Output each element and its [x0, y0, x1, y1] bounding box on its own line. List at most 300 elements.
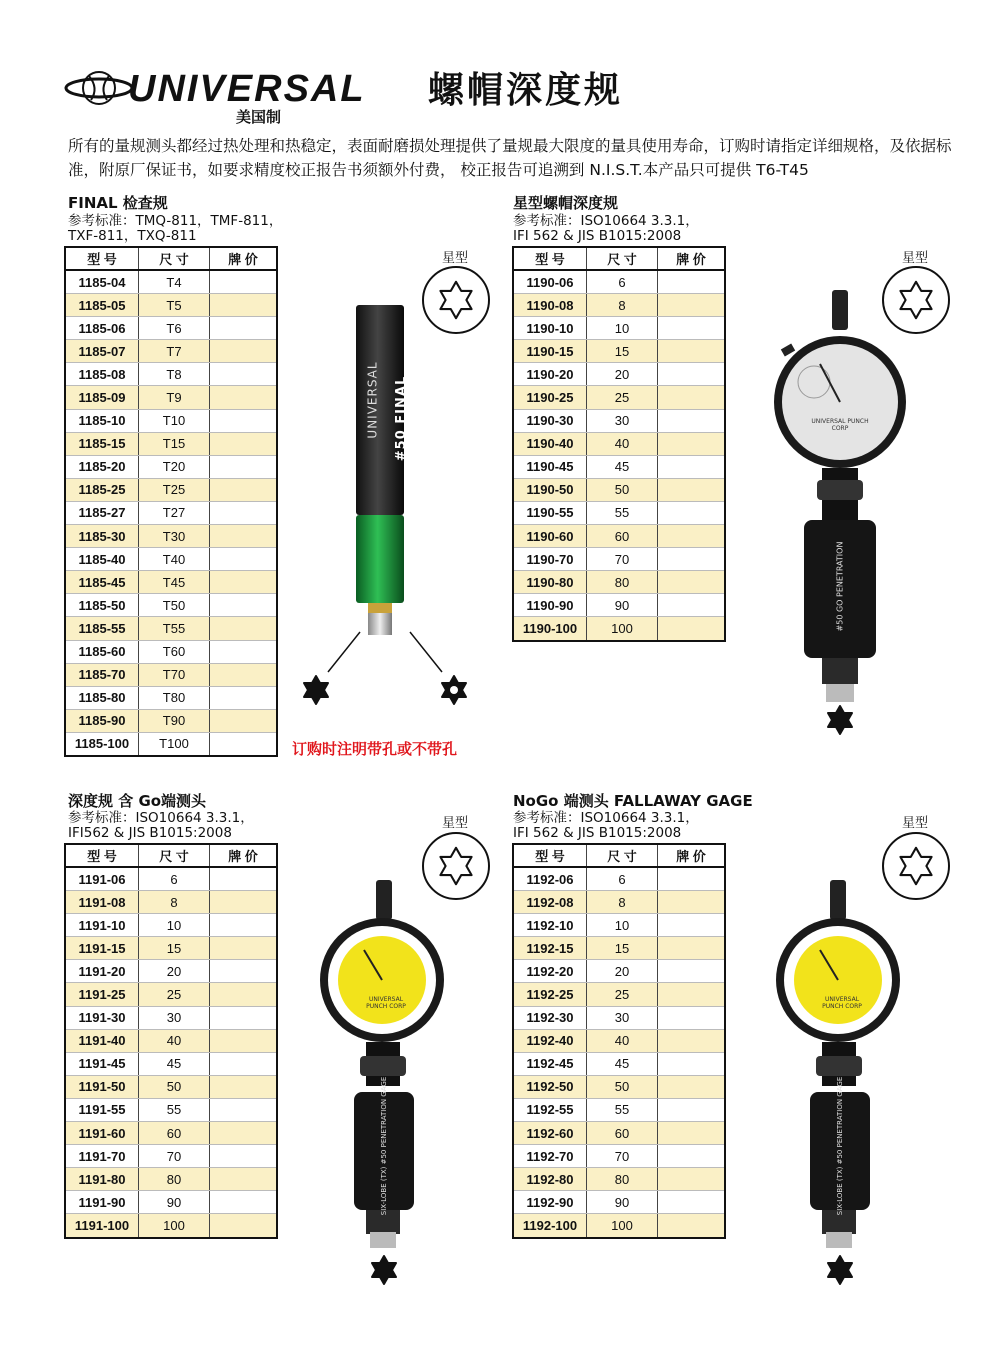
globe-logo-icon: [64, 66, 134, 110]
table-row: [65, 501, 277, 524]
size-cell: T7: [139, 340, 210, 363]
size-cell: 80: [587, 1168, 658, 1191]
table-row: [65, 983, 277, 1006]
model-cell: 1185-15: [65, 432, 139, 455]
model-cell: 1190-15: [513, 340, 587, 363]
model-cell: 1185-27: [65, 501, 139, 524]
price-cell: [210, 571, 278, 594]
price-cell: [658, 891, 726, 914]
price-cell: [658, 340, 726, 363]
model-cell: 1190-25: [513, 386, 587, 409]
price-cell: [658, 294, 726, 317]
table-row: [65, 294, 277, 317]
shape-label: 星型: [902, 816, 929, 831]
size-cell: 100: [587, 617, 658, 641]
model-cell: 1190-20: [513, 363, 587, 386]
table-row: [513, 455, 725, 478]
final-gauge-text-2: #50 FINAL: [394, 375, 410, 462]
table-row: [513, 1191, 725, 1214]
spec-table: [64, 843, 278, 1239]
price-cell: [658, 571, 726, 594]
price-cell: [210, 317, 278, 340]
size-cell: T10: [139, 409, 210, 432]
model-cell: 1191-30: [65, 1006, 139, 1029]
model-cell: 1192-60: [513, 1122, 587, 1145]
size-cell: 55: [139, 1098, 210, 1121]
size-cell: 15: [587, 340, 658, 363]
header-price: 牌 价: [210, 247, 278, 270]
price-cell: [658, 1191, 726, 1214]
price-cell: [210, 548, 278, 571]
size-cell: 40: [587, 432, 658, 455]
price-cell: [210, 525, 278, 548]
model-cell: 1190-50: [513, 478, 587, 501]
model-cell: 1192-80: [513, 1168, 587, 1191]
size-cell: 45: [139, 1052, 210, 1075]
model-cell: 1190-08: [513, 294, 587, 317]
table-row: [65, 1145, 277, 1168]
model-cell: 1185-50: [65, 594, 139, 617]
shape-label: 星型: [442, 816, 469, 831]
header-model: 型 号: [65, 247, 139, 270]
price-cell: [658, 1145, 726, 1168]
table-row: [513, 1214, 725, 1238]
model-cell: 1192-40: [513, 1029, 587, 1052]
header-size: 尺 寸: [587, 844, 658, 867]
model-cell: 1191-45: [65, 1052, 139, 1075]
size-cell: 30: [139, 1006, 210, 1029]
model-cell: 1191-55: [65, 1098, 139, 1121]
table-row: [513, 1006, 725, 1029]
size-cell: 20: [587, 363, 658, 386]
table-row: [65, 317, 277, 340]
model-cell: 1185-25: [65, 478, 139, 501]
table-row: [513, 386, 725, 409]
model-cell: 1191-80: [65, 1168, 139, 1191]
header-price: 牌 价: [658, 844, 726, 867]
size-cell: 15: [139, 937, 210, 960]
table-row: [513, 409, 725, 432]
model-cell: 1192-08: [513, 891, 587, 914]
price-cell: [658, 1029, 726, 1052]
table-row: [65, 891, 277, 914]
table-row: [65, 1098, 277, 1121]
size-cell: T25: [139, 478, 210, 501]
size-cell: 20: [587, 960, 658, 983]
price-cell: [658, 270, 726, 294]
spec-table: [64, 246, 278, 757]
price-cell: [210, 983, 278, 1006]
dial-gauge-image: [768, 880, 908, 1250]
price-cell: [658, 363, 726, 386]
price-cell: [210, 686, 278, 709]
price-cell: [210, 1145, 278, 1168]
price-cell: [658, 478, 726, 501]
price-cell: [210, 1191, 278, 1214]
price-cell: [210, 1006, 278, 1029]
price-cell: [210, 455, 278, 478]
table-row: [513, 478, 725, 501]
model-cell: 1185-80: [65, 686, 139, 709]
price-cell: [658, 1214, 726, 1238]
model-cell: 1185-100: [65, 732, 139, 756]
table-row: [65, 1191, 277, 1214]
header-model: 型 号: [513, 247, 587, 270]
price-cell: [210, 640, 278, 663]
gauge-body-text: #50 GO PENETRATION: [835, 541, 845, 632]
table-row: [513, 867, 725, 891]
table-row: [513, 1052, 725, 1075]
size-cell: T5: [139, 294, 210, 317]
model-cell: 1185-10: [65, 409, 139, 432]
price-cell: [658, 914, 726, 937]
price-cell: [658, 317, 726, 340]
dial-gauge-image: [770, 290, 910, 740]
table-row: [65, 1122, 277, 1145]
model-cell: 1192-55: [513, 1098, 587, 1121]
dial-brand-text: UNIVERSAL PUNCH CORP: [366, 996, 406, 1010]
size-cell: T30: [139, 525, 210, 548]
size-cell: 50: [587, 478, 658, 501]
table-row: [65, 432, 277, 455]
size-cell: 6: [587, 270, 658, 294]
model-cell: 1185-08: [65, 363, 139, 386]
header-model: 型 号: [513, 844, 587, 867]
size-cell: 60: [587, 525, 658, 548]
model-cell: 1191-40: [65, 1029, 139, 1052]
table-row: [65, 1214, 277, 1238]
table-row: [513, 1029, 725, 1052]
table-row: [513, 432, 725, 455]
size-cell: T70: [139, 663, 210, 686]
header-price: 牌 价: [658, 247, 726, 270]
price-cell: [658, 1075, 726, 1098]
size-cell: T20: [139, 455, 210, 478]
size-cell: 30: [587, 409, 658, 432]
header-size: 尺 寸: [587, 247, 658, 270]
size-cell: 45: [587, 1052, 658, 1075]
model-cell: 1191-90: [65, 1191, 139, 1214]
table-row: [513, 571, 725, 594]
model-cell: 1191-60: [65, 1122, 139, 1145]
price-cell: [658, 960, 726, 983]
model-cell: 1191-10: [65, 914, 139, 937]
size-cell: 50: [139, 1075, 210, 1098]
model-cell: 1192-100: [513, 1214, 587, 1238]
table-row: [65, 732, 277, 756]
table-row: [513, 1168, 725, 1191]
price-cell: [210, 386, 278, 409]
table-row: [513, 363, 725, 386]
table-row: [65, 1052, 277, 1075]
size-cell: 90: [587, 594, 658, 617]
price-cell: [658, 594, 726, 617]
size-cell: T50: [139, 594, 210, 617]
size-cell: 25: [587, 386, 658, 409]
price-cell: [210, 914, 278, 937]
model-cell: 1190-40: [513, 432, 587, 455]
size-cell: 40: [587, 1029, 658, 1052]
table-row: [513, 1098, 725, 1121]
price-cell: [210, 960, 278, 983]
size-cell: 8: [587, 891, 658, 914]
model-cell: 1190-80: [513, 571, 587, 594]
size-cell: T60: [139, 640, 210, 663]
table-row: [65, 1029, 277, 1052]
table-row: [513, 501, 725, 524]
model-cell: 1191-100: [65, 1214, 139, 1238]
table-row: [513, 914, 725, 937]
table-row: [65, 478, 277, 501]
size-cell: 10: [139, 914, 210, 937]
spec-table: [512, 246, 726, 642]
section-title: FINAL 检查规: [68, 194, 168, 212]
size-cell: 60: [139, 1122, 210, 1145]
table-row: [65, 455, 277, 478]
price-cell: [658, 455, 726, 478]
table-row: [65, 867, 277, 891]
size-cell: 20: [139, 960, 210, 983]
size-cell: T40: [139, 548, 210, 571]
section-title: 星型螺帽深度规: [513, 194, 619, 212]
size-cell: 50: [587, 1075, 658, 1098]
model-cell: 1190-100: [513, 617, 587, 641]
spec-table: [512, 843, 726, 1239]
gauge-body-text: SIX-LOBE (TX) #50 PENETRATION GAGE: [836, 1076, 844, 1216]
table-row: [513, 937, 725, 960]
size-cell: T27: [139, 501, 210, 524]
table-row: [513, 317, 725, 340]
table-row: [65, 594, 277, 617]
size-cell: 8: [587, 294, 658, 317]
size-cell: 60: [587, 1122, 658, 1145]
model-cell: 1192-90: [513, 1191, 587, 1214]
table-row: [513, 617, 725, 641]
table-row: [513, 1145, 725, 1168]
table-row: [65, 1168, 277, 1191]
model-cell: 1185-45: [65, 571, 139, 594]
price-cell: [658, 525, 726, 548]
table-row: [513, 594, 725, 617]
model-cell: 1192-10: [513, 914, 587, 937]
model-cell: 1190-45: [513, 455, 587, 478]
model-cell: 1191-08: [65, 891, 139, 914]
size-cell: 100: [587, 1214, 658, 1238]
price-cell: [658, 548, 726, 571]
torx-shape-circle: [422, 266, 490, 334]
table-row: [65, 548, 277, 571]
torx-solid-icon: [298, 672, 334, 708]
size-cell: 70: [587, 1145, 658, 1168]
model-cell: 1192-70: [513, 1145, 587, 1168]
header-size: 尺 寸: [139, 247, 210, 270]
torx-solid-icon: [822, 1252, 858, 1288]
price-cell: [210, 294, 278, 317]
table-row: [513, 294, 725, 317]
size-cell: T15: [139, 432, 210, 455]
size-cell: 80: [587, 571, 658, 594]
gauge-body-text: SIX-LOBE (TX) #50 PENETRATION GAGE: [380, 1076, 388, 1216]
price-cell: [210, 937, 278, 960]
model-cell: 1185-30: [65, 525, 139, 548]
intro-text: 所有的量规测头都经过热处理和热稳定，表面耐磨损处理提供了量规最大限度的量具使用寿命，订购时请指定详细规格，及依据标准，附原厂保证书，如要求精度校正报告书须额外付费， 校正报告可追溯到 N.I.S.T.本产品只可提供 T6-T45: [68, 137, 952, 179]
shape-label: 星型: [442, 251, 469, 266]
model-cell: 1185-20: [65, 455, 139, 478]
size-cell: 40: [139, 1029, 210, 1052]
price-cell: [210, 1168, 278, 1191]
model-cell: 1185-55: [65, 617, 139, 640]
size-cell: 6: [139, 867, 210, 891]
section-standard: 参考标准：ISO10664 3.3.1， IFI562 & JIS B1015:2008: [68, 810, 254, 841]
model-cell: 1190-70: [513, 548, 587, 571]
table-row: [513, 891, 725, 914]
price-cell: [658, 501, 726, 524]
dial-brand-text: UNIVERSAL PUNCH CORP: [822, 996, 862, 1010]
price-cell: [210, 594, 278, 617]
model-cell: 1185-40: [65, 548, 139, 571]
model-cell: 1192-50: [513, 1075, 587, 1098]
price-cell: [210, 1075, 278, 1098]
dial-brand-text: UNIVERSAL PUNCH CORP: [811, 418, 869, 432]
size-cell: 10: [587, 317, 658, 340]
price-cell: [658, 983, 726, 1006]
price-cell: [210, 478, 278, 501]
size-cell: T8: [139, 363, 210, 386]
table-row: [65, 1075, 277, 1098]
table-row: [65, 617, 277, 640]
table-row: [65, 914, 277, 937]
price-cell: [210, 663, 278, 686]
price-cell: [658, 867, 726, 891]
table-row: [513, 525, 725, 548]
model-cell: 1190-60: [513, 525, 587, 548]
price-cell: [210, 617, 278, 640]
price-cell: [658, 1098, 726, 1121]
torx-solid-icon: [822, 702, 858, 738]
table-row: [513, 1075, 725, 1098]
price-cell: [210, 1122, 278, 1145]
price-cell: [210, 867, 278, 891]
size-cell: T4: [139, 270, 210, 294]
model-cell: 1191-70: [65, 1145, 139, 1168]
size-cell: 70: [139, 1145, 210, 1168]
size-cell: 90: [139, 1191, 210, 1214]
price-cell: [210, 363, 278, 386]
section-title: 深度规 含 Go端测头: [68, 792, 207, 810]
size-cell: 100: [139, 1214, 210, 1238]
model-cell: 1191-25: [65, 983, 139, 1006]
table-row: [513, 1122, 725, 1145]
brand-name: UNIVERSAL: [128, 68, 366, 110]
section-title: NoGo 端测头 FALLAWAY GAGE: [513, 792, 753, 810]
brand-logo: [64, 66, 364, 126]
model-cell: 1190-30: [513, 409, 587, 432]
torx-hollow-icon: [436, 672, 472, 708]
model-cell: 1190-90: [513, 594, 587, 617]
table-row: [65, 686, 277, 709]
price-cell: [210, 709, 278, 732]
header-model: 型 号: [65, 844, 139, 867]
model-cell: 1191-20: [65, 960, 139, 983]
size-cell: T45: [139, 571, 210, 594]
table-row: [65, 571, 277, 594]
price-cell: [210, 340, 278, 363]
table-row: [513, 983, 725, 1006]
torx-star-icon: [424, 268, 488, 332]
price-cell: [658, 409, 726, 432]
order-note: 订购时注明带孔或不带孔: [292, 740, 458, 758]
table-row: [65, 937, 277, 960]
price-cell: [658, 432, 726, 455]
model-cell: 1192-06: [513, 867, 587, 891]
table-row: [65, 640, 277, 663]
model-cell: 1191-15: [65, 937, 139, 960]
table-row: [65, 270, 277, 294]
section-standard: 参考标准：ISO10664 3.3.1， IFI 562 & JIS B1015:2008: [513, 810, 699, 841]
size-cell: 70: [587, 548, 658, 571]
size-cell: 30: [587, 1006, 658, 1029]
dial-gauge-image: [314, 880, 454, 1250]
price-cell: [210, 409, 278, 432]
table-row: [65, 386, 277, 409]
final-gauge-text-1: UNIVERSAL: [365, 361, 380, 439]
model-cell: 1192-45: [513, 1052, 587, 1075]
table-row: [65, 409, 277, 432]
torx-solid-icon: [366, 1252, 402, 1288]
price-cell: [210, 270, 278, 294]
size-cell: 10: [587, 914, 658, 937]
price-cell: [210, 1052, 278, 1075]
size-cell: 80: [139, 1168, 210, 1191]
model-cell: 1190-55: [513, 501, 587, 524]
model-cell: 1192-25: [513, 983, 587, 1006]
size-cell: T80: [139, 686, 210, 709]
model-cell: 1185-70: [65, 663, 139, 686]
size-cell: 90: [587, 1191, 658, 1214]
table-row: [513, 270, 725, 294]
price-cell: [210, 891, 278, 914]
model-cell: 1191-50: [65, 1075, 139, 1098]
model-cell: 1192-30: [513, 1006, 587, 1029]
model-cell: 1191-06: [65, 867, 139, 891]
size-cell: 55: [587, 501, 658, 524]
made-in-label: 美国制: [236, 108, 282, 126]
size-cell: 25: [587, 983, 658, 1006]
table-row: [65, 525, 277, 548]
size-cell: T55: [139, 617, 210, 640]
price-cell: [210, 432, 278, 455]
section-standard: 参考标准：TMQ-811，TMF-811， TXF-811，TXQ-811: [68, 213, 283, 244]
price-cell: [210, 1029, 278, 1052]
size-cell: 45: [587, 455, 658, 478]
model-cell: 1190-10: [513, 317, 587, 340]
price-cell: [658, 1122, 726, 1145]
model-cell: 1185-04: [65, 270, 139, 294]
size-cell: T6: [139, 317, 210, 340]
table-row: [65, 663, 277, 686]
table-row: [65, 340, 277, 363]
model-cell: 1190-06: [513, 270, 587, 294]
price-cell: [210, 501, 278, 524]
model-cell: 1192-15: [513, 937, 587, 960]
size-cell: T100: [139, 732, 210, 756]
table-row: [65, 363, 277, 386]
model-cell: 1185-60: [65, 640, 139, 663]
model-cell: 1185-06: [65, 317, 139, 340]
size-cell: T9: [139, 386, 210, 409]
price-cell: [210, 1214, 278, 1238]
price-cell: [210, 732, 278, 756]
